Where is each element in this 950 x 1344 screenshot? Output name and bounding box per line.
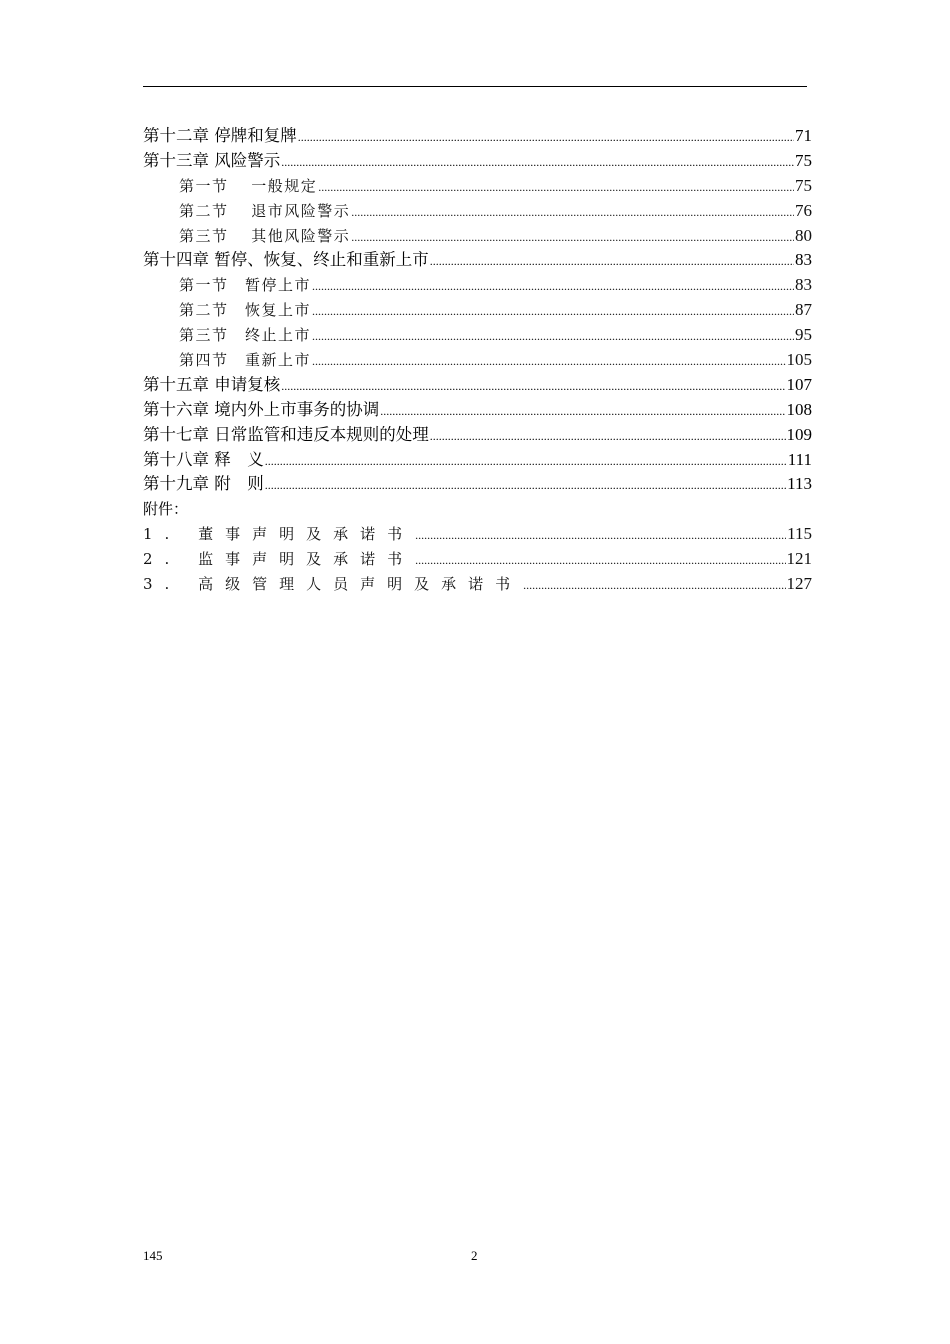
dot-leader — [351, 225, 794, 250]
toc-entry-page: 80 — [795, 225, 812, 245]
dot-leader — [415, 548, 785, 573]
toc-entry-page: 115 — [787, 524, 812, 544]
toc-entry-title: 第二节 退市风险警示 — [179, 201, 351, 220]
dot-leader — [298, 125, 794, 150]
toc-entry-page: 95 — [795, 325, 812, 345]
toc-entry-title: 3. 高级管理人员声明及承诺书 — [143, 575, 523, 594]
toc-entry-page: 109 — [786, 424, 812, 444]
toc-entry-title: 第十九章 附 则 — [143, 474, 264, 494]
toc-entry-page: 113 — [787, 474, 812, 494]
toc-entry[interactable] — [143, 199, 812, 224]
toc-entry[interactable] — [143, 248, 812, 273]
toc-entry[interactable] — [143, 174, 812, 199]
toc-entry-title: 1. 董事声明及承诺书 — [143, 525, 415, 544]
toc-entry-page: 83 — [795, 250, 812, 270]
toc-entry-title: 第三节 其他风险警示 — [179, 226, 351, 245]
toc-entry-title: 第二节 恢复上市 — [179, 301, 312, 320]
toc-entry-page: 105 — [786, 350, 812, 370]
dot-leader — [523, 573, 785, 598]
toc-entry-title: 第一节 暂停上市 — [179, 276, 312, 295]
toc-entry[interactable] — [143, 273, 812, 298]
dot-leader — [312, 299, 794, 324]
toc-entry-title: 第四节 重新上市 — [179, 351, 312, 370]
toc-entry[interactable] — [143, 448, 812, 473]
toc-entry[interactable] — [143, 323, 812, 348]
dot-leader — [430, 249, 794, 274]
toc-entry[interactable] — [143, 423, 812, 448]
table-of-contents — [143, 124, 812, 597]
dot-leader — [380, 399, 785, 424]
toc-entry[interactable] — [143, 522, 812, 547]
toc-entry-page: 127 — [786, 574, 812, 594]
dot-leader — [318, 175, 794, 200]
toc-entry-title: 第一节 一般规定 — [179, 176, 318, 195]
toc-entry[interactable] — [143, 298, 812, 323]
dot-leader — [312, 349, 785, 374]
toc-entry-title: 第十二章 停牌和复牌 — [143, 126, 297, 145]
dot-leader — [265, 449, 787, 474]
dot-leader — [312, 324, 794, 349]
toc-entry-title: 第三节 终止上市 — [179, 326, 312, 345]
dot-leader — [312, 274, 794, 299]
toc-entry-title: 第十七章 日常监管和违反本规则的处理 — [143, 424, 429, 444]
toc-entry-title: 2. 监事声明及承诺书 — [143, 550, 415, 569]
dot-leader — [265, 473, 786, 498]
toc-entry[interactable] — [143, 348, 812, 373]
dot-leader — [281, 150, 794, 175]
toc-entry-title: 第十六章 境内外上市事务的协调 — [143, 399, 380, 419]
toc-entry-page: 111 — [787, 449, 812, 469]
toc-entry[interactable] — [143, 149, 812, 174]
footer-left-number: 145 — [143, 1248, 163, 1263]
toc-entry-page: 83 — [795, 275, 812, 295]
toc-entry[interactable] — [143, 124, 812, 149]
dot-leader — [281, 374, 785, 399]
toc-entry-title: 第十四章 暂停、恢复、终止和重新上市 — [143, 250, 429, 270]
appendix-heading: 附件： — [143, 500, 189, 519]
dot-leader — [430, 424, 786, 449]
dot-leader — [351, 200, 794, 225]
toc-entry[interactable] — [143, 472, 812, 497]
toc-entry-page: 121 — [786, 549, 812, 569]
toc-entry-page: 107 — [786, 374, 812, 394]
toc-entry-page: 75 — [795, 150, 812, 170]
page-number: 2 — [471, 1248, 478, 1263]
toc-entry-page: 87 — [795, 300, 812, 320]
toc-entry[interactable] — [143, 373, 812, 398]
toc-entry-title: 第十五章 申请复核 — [143, 374, 281, 394]
toc-entry-page: 76 — [795, 200, 812, 220]
toc-entry[interactable] — [143, 398, 812, 423]
header-rule — [143, 86, 807, 87]
toc-entry-title: 第十三章 风险警示 — [143, 150, 281, 170]
toc-entry-page: 71 — [795, 126, 812, 145]
toc-entry-title: 第十八章 释 义 — [143, 449, 264, 469]
toc-entry-page: 75 — [795, 175, 812, 195]
toc-entry-page: 108 — [786, 399, 812, 419]
appendix-heading-row — [143, 497, 812, 522]
toc-entry[interactable] — [143, 224, 812, 249]
toc-entry[interactable] — [143, 572, 812, 597]
toc-entry[interactable] — [143, 547, 812, 572]
dot-leader — [415, 523, 786, 548]
